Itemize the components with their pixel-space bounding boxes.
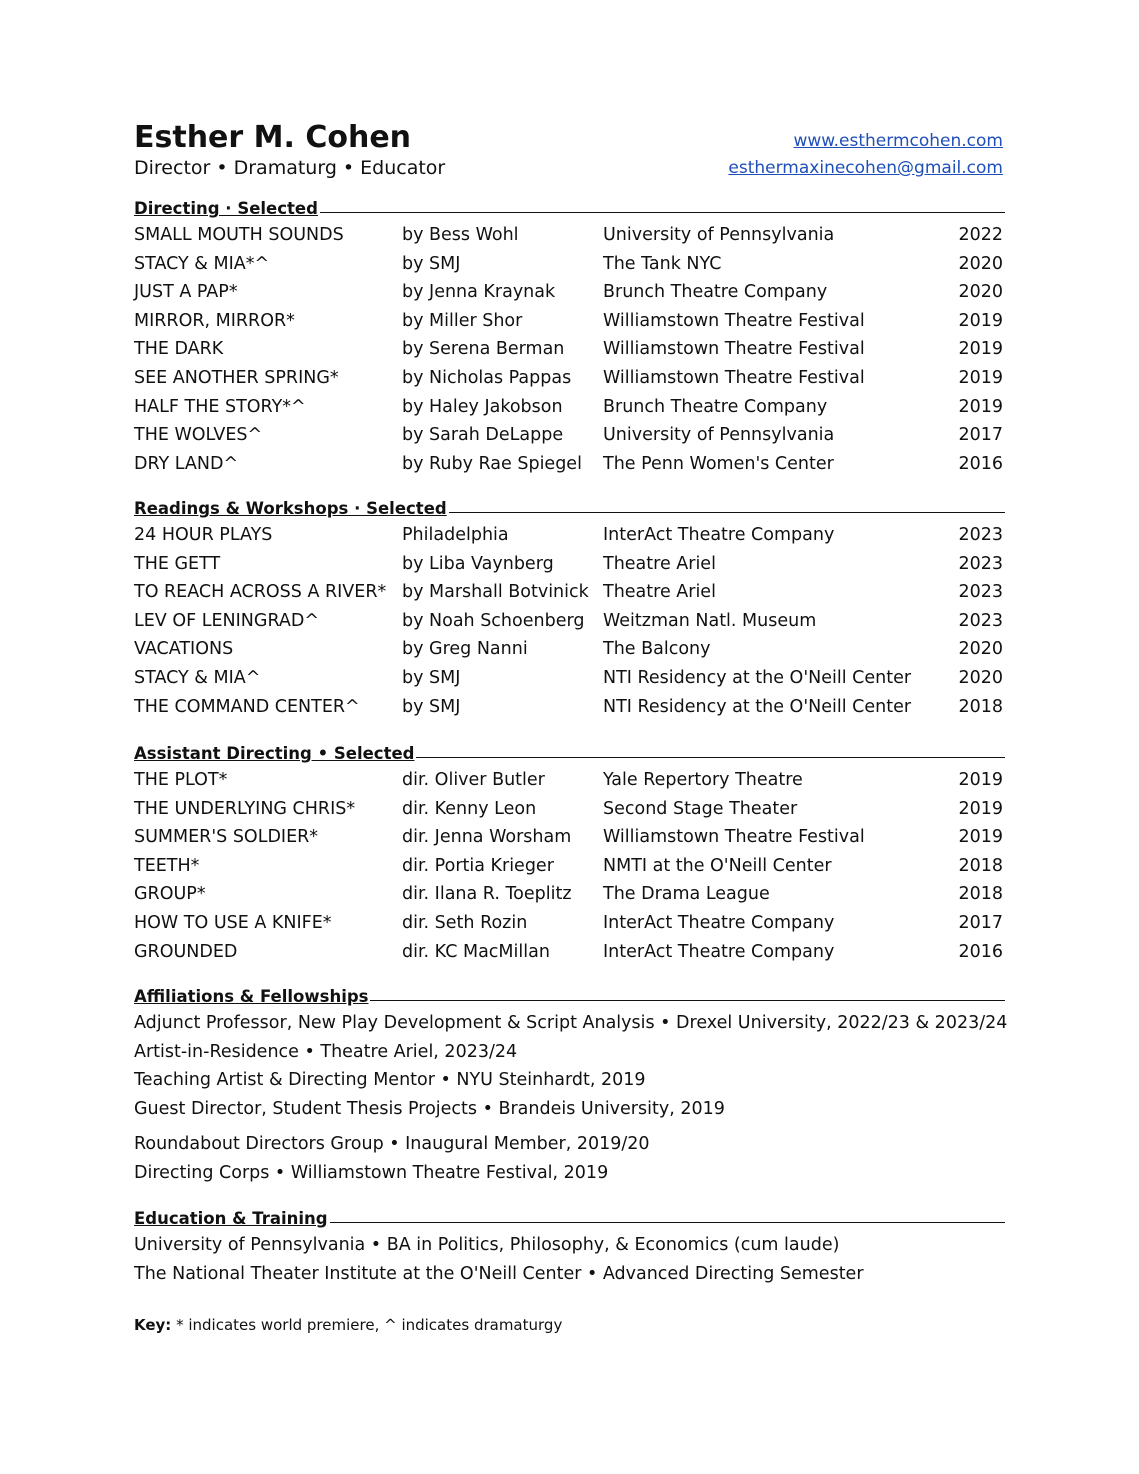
year: 2019: [958, 310, 1003, 331]
table-row: [134, 635, 1005, 664]
venue: The Penn Women's Center: [603, 453, 834, 474]
year: 2023: [958, 582, 1003, 603]
production-title: GROUP*: [134, 884, 206, 905]
credit: by Haley Jakobson: [402, 396, 563, 417]
venue: NMTI at the O'Neill Center: [603, 855, 832, 876]
year: 2019: [958, 367, 1003, 388]
year: 2017: [958, 425, 1003, 446]
assistant-directing-section: [134, 737, 1005, 966]
venue: NTI Residency at the O'Neill Center: [603, 667, 912, 688]
venue: Williamstown Theatre Festival: [603, 367, 865, 388]
venue: InterAct Theatre Company: [603, 941, 835, 962]
table-row: [134, 278, 1005, 307]
credit: Philadelphia: [402, 525, 509, 545]
section-heading-text: Education & Training: [134, 1209, 328, 1228]
venue: InterAct Theatre Company: [603, 912, 835, 933]
production-title: STACY & MIA^: [134, 667, 261, 688]
table-row: [134, 766, 1005, 795]
assistant-directing-table: [134, 766, 1005, 966]
section-heading-text: Affiliations & Fellowships: [134, 987, 369, 1006]
venue: University of Pennsylvania: [603, 225, 835, 245]
table-row: [134, 250, 1005, 279]
year: 2020: [958, 253, 1003, 274]
list-item: Teaching Artist & Directing Mentor • NYU Steinhardt, 2019: [134, 1070, 646, 1091]
year: 2023: [958, 525, 1003, 545]
production-title: LEV OF LENINGRAD^: [134, 610, 320, 631]
section-heading: [134, 192, 1005, 218]
list-item: Directing Corps • Williamstown Theatre Festival, 2019: [134, 1162, 609, 1183]
readings-section: [134, 492, 1005, 721]
production-title: MIRROR, MIRROR*: [134, 310, 295, 331]
production-title: THE PLOT*: [134, 770, 228, 790]
table-row: [134, 450, 1005, 479]
year: 2019: [958, 339, 1003, 360]
credit: by Liba Vaynberg: [402, 553, 554, 574]
table-row: [134, 938, 1005, 967]
credit: by Miller Shor: [402, 310, 523, 331]
production-title: VACATIONS: [134, 639, 234, 660]
list-item: Guest Director, Student Thesis Projects • Brandeis University, 2019: [134, 1098, 725, 1119]
year: 2019: [958, 770, 1003, 790]
list-item: Roundabout Directors Group • Inaugural Member, 2019/20: [134, 1134, 650, 1155]
venue: InterAct Theatre Company: [603, 525, 835, 545]
table-row: [134, 693, 1005, 722]
production-title: HOW TO USE A KNIFE*: [134, 912, 332, 933]
key-text: * indicates world premiere, ^ indicates dramaturgy: [171, 1316, 563, 1334]
credit: by Sarah DeLappe: [402, 425, 564, 446]
credit: dir. KC MacMillan: [402, 941, 550, 962]
table-row: [134, 393, 1005, 422]
venue: Theatre Ariel: [603, 553, 716, 574]
resume-name: Esther M. Cohen: [134, 120, 412, 155]
credit: by SMJ: [402, 696, 461, 717]
production-title: HALF THE STORY*^: [134, 396, 306, 417]
venue: The Drama League: [603, 884, 770, 905]
credit: by Jenna Kraynak: [402, 282, 556, 303]
list-item: Artist-in-Residence • Theatre Ariel, 2023/24: [134, 1041, 518, 1062]
production-title: THE WOLVES^: [134, 425, 263, 446]
credit: dir. Ilana R. Toeplitz: [402, 884, 572, 905]
year: 2022: [958, 225, 1003, 245]
email-link[interactable]: esthermaxinecohen@gmail.com: [728, 158, 1003, 178]
credit: by Greg Nanni: [402, 639, 528, 660]
affiliations-section: [134, 980, 1008, 1188]
venue: Yale Repertory Theatre: [603, 770, 803, 790]
education-list: [134, 1231, 1005, 1288]
credit: dir. Seth Rozin: [402, 912, 528, 933]
credit: by Ruby Rae Spiegel: [402, 453, 582, 474]
key-note: [134, 1316, 562, 1334]
readings-table: [134, 521, 1005, 721]
production-title: TEETH*: [134, 855, 200, 876]
venue: Second Stage Theater: [603, 798, 798, 819]
directing-section: [134, 192, 1005, 478]
venue: NTI Residency at the O'Neill Center: [603, 696, 912, 717]
production-title: THE COMMAND CENTER^: [134, 696, 360, 717]
credit: by Serena Berman: [402, 339, 565, 360]
key-label: Key:: [134, 1316, 172, 1334]
table-row: [134, 335, 1005, 364]
credit: by Bess Wohl: [402, 225, 519, 245]
table-row: [134, 307, 1005, 336]
list-item: University of Pennsylvania • BA in Politics, Philosophy, & Economics (cum laude): [134, 1235, 840, 1255]
year: 2016: [958, 453, 1003, 474]
production-title: THE DARK: [134, 339, 224, 360]
section-heading-text: Assistant Directing • Selected: [134, 744, 415, 763]
year: 2023: [958, 610, 1003, 631]
production-title: 24 HOUR PLAYS: [134, 525, 273, 545]
section-heading: [134, 980, 1005, 1006]
venue: Weitzman Natl. Museum: [603, 610, 817, 631]
table-row: [134, 550, 1005, 579]
production-title: STACY & MIA*^: [134, 253, 270, 274]
credit: by SMJ: [402, 253, 461, 274]
venue: Williamstown Theatre Festival: [603, 827, 865, 848]
venue: Brunch Theatre Company: [603, 396, 828, 417]
year: 2017: [958, 912, 1003, 933]
credit: dir. Jenna Worsham: [402, 827, 572, 848]
table-row: [134, 664, 1005, 693]
website-link[interactable]: www.esthermcohen.com: [793, 131, 1003, 151]
affiliations-list: [134, 1009, 1008, 1188]
year: 2018: [958, 696, 1003, 717]
year: 2016: [958, 941, 1003, 962]
production-title: SUMMER'S SOLDIER*: [134, 827, 319, 848]
directing-table: [134, 221, 1005, 478]
table-row: [134, 795, 1005, 824]
table-row: [134, 823, 1005, 852]
production-title: THE GETT: [134, 553, 221, 574]
credit: dir. Portia Krieger: [402, 855, 554, 876]
table-row: [134, 852, 1005, 881]
production-title: DRY LAND^: [134, 453, 239, 474]
venue: University of Pennsylvania: [603, 425, 835, 446]
table-row: [134, 221, 1005, 250]
year: 2020: [958, 639, 1003, 660]
table-row: [134, 607, 1005, 636]
venue: Williamstown Theatre Festival: [603, 310, 865, 331]
credit: dir. Kenny Leon: [402, 798, 537, 819]
year: 2019: [958, 827, 1003, 848]
year: 2020: [958, 282, 1003, 303]
year: 2018: [958, 884, 1003, 905]
spacer: [134, 1123, 1005, 1130]
credit: by Nicholas Pappas: [402, 367, 572, 388]
venue: Williamstown Theatre Festival: [603, 339, 865, 360]
venue: The Balcony: [603, 639, 711, 660]
venue: Theatre Ariel: [603, 582, 716, 603]
table-row: [134, 880, 1005, 909]
list-item: Adjunct Professor, New Play Development & Script Analysis • Drexel University, 2022/23 & 2023/24: [134, 1013, 1008, 1033]
education-section: [134, 1202, 1005, 1288]
list-item: The National Theater Institute at the O'Neill Center • Advanced Directing Semester: [134, 1263, 864, 1284]
table-row: [134, 909, 1005, 938]
production-title: TO REACH ACROSS A RIVER*: [134, 582, 387, 603]
credit: by Noah Schoenberg: [402, 610, 585, 631]
table-row: [134, 521, 1005, 550]
year: 2019: [958, 396, 1003, 417]
section-heading: [134, 492, 1005, 518]
production-title: JUST A PAP*: [134, 282, 238, 303]
table-row: [134, 578, 1005, 607]
section-heading-text: Readings & Workshops · Selected: [134, 499, 447, 518]
production-title: SMALL MOUTH SOUNDS: [134, 225, 344, 245]
section-heading: [134, 737, 1005, 763]
year: 2019: [958, 798, 1003, 819]
credit: by SMJ: [402, 667, 461, 688]
year: 2018: [958, 855, 1003, 876]
venue: Brunch Theatre Company: [603, 282, 828, 303]
credit: dir. Oliver Butler: [402, 770, 545, 790]
venue: The Tank NYC: [603, 253, 722, 274]
section-heading-text: Directing · Selected: [134, 199, 318, 218]
credit: by Marshall Botvinick: [402, 582, 589, 603]
table-row: [134, 364, 1005, 393]
table-row: [134, 421, 1005, 450]
resume-tagline: Director • Dramaturg • Educator: [134, 157, 446, 179]
production-title: THE UNDERLYING CHRIS*: [134, 798, 356, 819]
year: 2020: [958, 667, 1003, 688]
year: 2023: [958, 553, 1003, 574]
section-heading: [134, 1202, 1005, 1228]
production-title: GROUNDED: [134, 941, 238, 962]
production-title: SEE ANOTHER SPRING*: [134, 367, 339, 388]
